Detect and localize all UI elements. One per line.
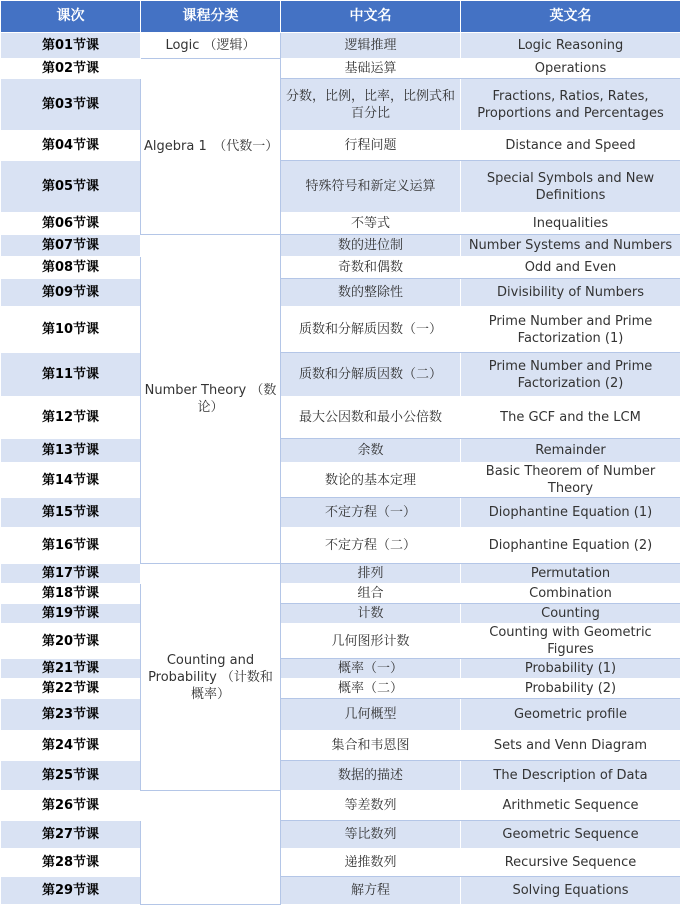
- english-name-cell: Remainder: [461, 439, 680, 463]
- lesson-cell: 第08节课: [1, 257, 141, 279]
- table-row: [1, 761, 680, 791]
- lesson-cell: 第07节课: [1, 235, 141, 257]
- english-name-cell: The Description of Data: [461, 761, 680, 791]
- english-name-cell: Special Symbols and New Definitions: [461, 161, 680, 213]
- chinese-name-cell: 排列: [281, 564, 461, 584]
- category-cell: [141, 791, 281, 905]
- category-cell: Logic （逻辑）: [141, 33, 281, 59]
- lesson-cell: 第23节课: [1, 699, 141, 731]
- header-lesson: 课次: [1, 1, 141, 33]
- table-row: [1, 79, 680, 131]
- lesson-cell: 第27节课: [1, 821, 141, 849]
- english-name-cell: Number Systems and Numbers: [461, 235, 680, 257]
- category-cell: Number Theory （数论）: [141, 235, 281, 564]
- chinese-name-cell: 集合和韦恩图: [281, 731, 461, 761]
- lesson-cell: 第09节课: [1, 279, 141, 307]
- chinese-name-cell: 奇数和偶数: [281, 257, 461, 279]
- chinese-name-cell: 递推数列: [281, 849, 461, 877]
- chinese-name-cell: 等差数列: [281, 791, 461, 821]
- english-name-cell: Geometric profile: [461, 699, 680, 731]
- lesson-cell: 第04节课: [1, 131, 141, 161]
- table-row: [1, 731, 680, 761]
- english-name-cell: Recursive Sequence: [461, 849, 680, 877]
- english-name-cell: Diophantine Equation (2): [461, 528, 680, 564]
- chinese-name-cell: 数的整除性: [281, 279, 461, 307]
- chinese-name-cell: 分数，比例，比率，比例式和百分比: [281, 79, 461, 131]
- english-name-cell: Solving Equations: [461, 877, 680, 905]
- category-cell: Algebra 1 （代数一）: [141, 59, 281, 235]
- table-row: [1, 279, 680, 307]
- header-category: 课程分类: [141, 1, 281, 33]
- table-row: [1, 439, 680, 463]
- chinese-name-cell: 等比数列: [281, 821, 461, 849]
- table-row: [1, 624, 680, 659]
- course-body: [1, 33, 680, 905]
- english-name-cell: Probability (2): [461, 679, 680, 699]
- english-name-cell: Sets and Venn Diagram: [461, 731, 680, 761]
- chinese-name-cell: 概率（一）: [281, 659, 461, 679]
- english-name-cell: Prime Number and Prime Factorization (2): [461, 353, 680, 397]
- table-row: [1, 679, 680, 699]
- english-name-cell: Logic Reasoning: [461, 33, 680, 59]
- header-row: [1, 1, 680, 33]
- chinese-name-cell: 组合: [281, 584, 461, 604]
- table-row: [1, 821, 680, 849]
- english-name-cell: Geometric Sequence: [461, 821, 680, 849]
- lesson-cell: 第13节课: [1, 439, 141, 463]
- chinese-name-cell: 数的进位制: [281, 235, 461, 257]
- english-name-cell: Basic Theorem of Number Theory: [461, 463, 680, 498]
- english-name-cell: Distance and Speed: [461, 131, 680, 161]
- english-name-cell: Prime Number and Prime Factorization (1): [461, 307, 680, 353]
- english-name-cell: Counting: [461, 604, 680, 624]
- chinese-name-cell: 概率（二）: [281, 679, 461, 699]
- lesson-cell: 第15节课: [1, 498, 141, 528]
- lesson-cell: 第05节课: [1, 161, 141, 213]
- lesson-cell: 第06节课: [1, 213, 141, 235]
- chinese-name-cell: 最大公因数和最小公倍数: [281, 397, 461, 439]
- chinese-name-cell: 质数和分解质因数（二）: [281, 353, 461, 397]
- table-row: [1, 33, 680, 59]
- table-row: [1, 161, 680, 213]
- chinese-name-cell: 基础运算: [281, 59, 461, 79]
- lesson-cell: 第25节课: [1, 761, 141, 791]
- english-name-cell: The GCF and the LCM: [461, 397, 680, 439]
- english-name-cell: Permutation: [461, 564, 680, 584]
- english-name-cell: Diophantine Equation (1): [461, 498, 680, 528]
- english-name-cell: Probability (1): [461, 659, 680, 679]
- table-row: [1, 307, 680, 353]
- table-row: [1, 463, 680, 498]
- lesson-cell: 第28节课: [1, 849, 141, 877]
- chinese-name-cell: 几何图形计数: [281, 624, 461, 659]
- table-row: [1, 584, 680, 604]
- lesson-cell: 第16节课: [1, 528, 141, 564]
- table-row: [1, 877, 680, 905]
- english-name-cell: Operations: [461, 59, 680, 79]
- english-name-cell: Odd and Even: [461, 257, 680, 279]
- lesson-cell: 第12节课: [1, 397, 141, 439]
- english-name-cell: Divisibility of Numbers: [461, 279, 680, 307]
- lesson-cell: 第11节课: [1, 353, 141, 397]
- table-row: [1, 131, 680, 161]
- chinese-name-cell: 特殊符号和新定义运算: [281, 161, 461, 213]
- chinese-name-cell: 数据的描述: [281, 761, 461, 791]
- table-row: [1, 699, 680, 731]
- chinese-name-cell: 不定方程（二）: [281, 528, 461, 564]
- table-row: [1, 397, 680, 439]
- lesson-cell: 第18节课: [1, 584, 141, 604]
- english-name-cell: Arithmetic Sequence: [461, 791, 680, 821]
- chinese-name-cell: 几何概型: [281, 699, 461, 731]
- chinese-name-cell: 行程问题: [281, 131, 461, 161]
- lesson-cell: 第20节课: [1, 624, 141, 659]
- table-row: [1, 257, 680, 279]
- table-row: [1, 659, 680, 679]
- english-name-cell: Inequalities: [461, 213, 680, 235]
- table-row: [1, 213, 680, 235]
- chinese-name-cell: 数论的基本定理: [281, 463, 461, 498]
- lesson-cell: 第29节课: [1, 877, 141, 905]
- chinese-name-cell: 逻辑推理: [281, 33, 461, 59]
- lesson-cell: 第10节课: [1, 307, 141, 353]
- category-cell: Counting and Probability （计数和概率）: [141, 564, 281, 791]
- table-row: [1, 59, 680, 79]
- chinese-name-cell: 不等式: [281, 213, 461, 235]
- table-row: [1, 791, 680, 821]
- table-row: [1, 235, 680, 257]
- lesson-cell: 第21节课: [1, 659, 141, 679]
- lesson-cell: 第19节课: [1, 604, 141, 624]
- table-row: [1, 849, 680, 877]
- table-row: [1, 564, 680, 584]
- lesson-cell: 第14节课: [1, 463, 141, 498]
- table-row: [1, 528, 680, 564]
- lesson-cell: 第17节课: [1, 564, 141, 584]
- chinese-name-cell: 计数: [281, 604, 461, 624]
- table-row: [1, 604, 680, 624]
- table-row: [1, 353, 680, 397]
- chinese-name-cell: 不定方程（一）: [281, 498, 461, 528]
- chinese-name-cell: 余数: [281, 439, 461, 463]
- header-chinese-name: 中文名: [281, 1, 461, 33]
- lesson-cell: 第01节课: [1, 33, 141, 59]
- lesson-cell: 第24节课: [1, 731, 141, 761]
- english-name-cell: Counting with Geometric Figures: [461, 624, 680, 659]
- lesson-cell: 第02节课: [1, 59, 141, 79]
- lesson-cell: 第26节课: [1, 791, 141, 821]
- table-row: [1, 498, 680, 528]
- lesson-cell: 第22节课: [1, 679, 141, 699]
- english-name-cell: Fractions, Ratios, Rates, Proportions and Percentages: [461, 79, 680, 131]
- header-english-name: 英文名: [461, 1, 680, 33]
- chinese-name-cell: 解方程: [281, 877, 461, 905]
- english-name-cell: Combination: [461, 584, 680, 604]
- chinese-name-cell: 质数和分解质因数（一）: [281, 307, 461, 353]
- lesson-cell: 第03节课: [1, 79, 141, 131]
